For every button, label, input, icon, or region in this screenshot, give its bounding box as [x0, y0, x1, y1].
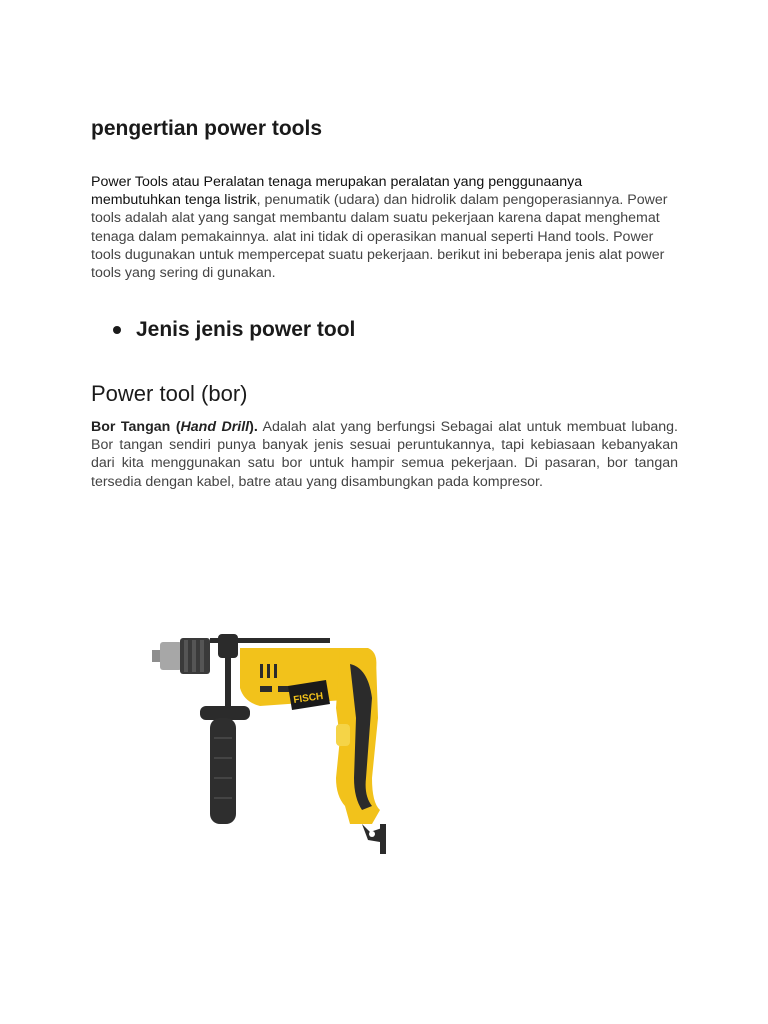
drill-body	[240, 648, 380, 824]
page-title: pengertian power tools	[91, 117, 323, 140]
section-title: Power tool (bor)	[91, 381, 248, 406]
lead-open: Bor Tangan (	[91, 419, 181, 435]
svg-text:FISCH: FISCH	[292, 690, 324, 707]
bullet-dot-icon	[113, 326, 121, 334]
bullet-item	[113, 318, 355, 342]
intro-text-part2: , penumatik (udara) dan hidrolik dalam pengoperasiannya. Power tools adalah alat yang sangat membantu dalam suatu pekerjaan karena dapat menghemat tenaga dalam pemakainnya. alat ini tidak di operasikan manual seperti Hand tools. Power tools dugunakan untuk mempercepat suatu pekerjaan. berikut ini beberapa jenis alat power tools yang sering di gunakan.	[91, 192, 668, 282]
bullet-label: Jenis jenis power tool	[136, 318, 356, 341]
intro-text-part1: Power Tools atau Peralatan tenaga merupakan peralatan yang penggunaanya membutuhkan tenga listrik	[91, 174, 583, 209]
lead-close: ).	[249, 419, 258, 435]
hand-drill-image	[140, 628, 400, 858]
intro-paragraph	[91, 173, 671, 282]
lead-italic: Hand Drill	[180, 419, 250, 435]
drill-description: Adalah alat yang berfungsi Sebagai alat untuk membuat lubang. Bor tangan sendiri punya banyak jenis sesuai peruntukannya, tapi kebiasaan kebanyakan dari kita menggunakan satu bor untuk hampir semua pekerjaan. Di pasaran, bor tangan tersedia dengan kabel, batre atau yang disambungkan pada kompresor.	[91, 419, 678, 490]
drill-chuck	[152, 638, 210, 674]
drill-paragraph	[91, 418, 678, 491]
power-cord	[362, 824, 386, 854]
